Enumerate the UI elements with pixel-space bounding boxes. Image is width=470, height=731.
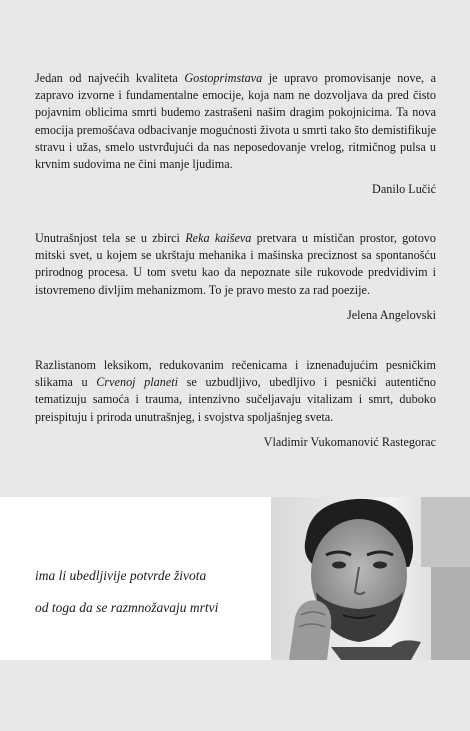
blurb-3 xyxy=(35,357,436,451)
blurb-3-author: Vladimir Vukomanović Rastegorac xyxy=(263,434,436,449)
footer-band xyxy=(0,660,470,731)
verse-line-1: ima li ubedljivije potvrde života xyxy=(35,568,207,583)
blurb-2 xyxy=(35,230,436,324)
blurb-2-text: Unutrašnjost tela se u zbirci Reka kaiševa pretvara u mističan prostor, gotovo mitski svet, u kojem se ukrštaju mehanika i mašinska preciznost sa spontanošću prirodnog procesa. U tom svetu kao da nepoznate sile rukovode predvidivim i istovremeno divljim mehanizmom. To je pravo mesto za rad poezije. xyxy=(35,231,436,297)
blurb-1-text: Jedan od najvećih kvaliteta Gostoprimstava je upravo promovisanje nove, a zapravo izvorne i fundamentalne emocije, koja nam ne dozvoljava da pred čisto pojavnim oblicima smrti budemo zastrašeni našim dragim pokojnicima. Ta nova emocija premošćava odbacivanje mogućnosti života u smrti tako što demistifikuje stravu i užas, smelo ustvrđujući da nas neposedovanje vrelog, ritmičnog pulsa u krvnim sudovima ne čini manje ljudima. xyxy=(35,71,436,172)
book-title-gostoprimstva: Gostoprimstava xyxy=(184,71,263,85)
book-title-reka-kaiseva: Reka kaiševa xyxy=(185,231,252,245)
blurb-1-author: Danilo Lučić xyxy=(372,182,436,197)
blurb-2-author: Jelena Angelovski xyxy=(346,307,436,322)
blurb-3-text: Razlistanom leksikom, redukovanim rečenicama i iznenađujućim pesničkim slikama u Crvenoj planeti se uzbudljivo, ubedljivo i pesnički autentično tematizuju samoća i trauma, intenzivno sučeljavaju vitalizam i smrt, duboko preispituju i priroda unutrašnjeg, i svojstva spoljašnjeg sveta. xyxy=(35,358,436,424)
author-photo xyxy=(271,497,470,660)
verse-line-2: od toga da se razmnožavaju mrtvi xyxy=(35,600,219,615)
blurb-1 xyxy=(35,70,436,198)
book-title-crvena-planeta: Crvenoj planeti xyxy=(96,375,179,390)
